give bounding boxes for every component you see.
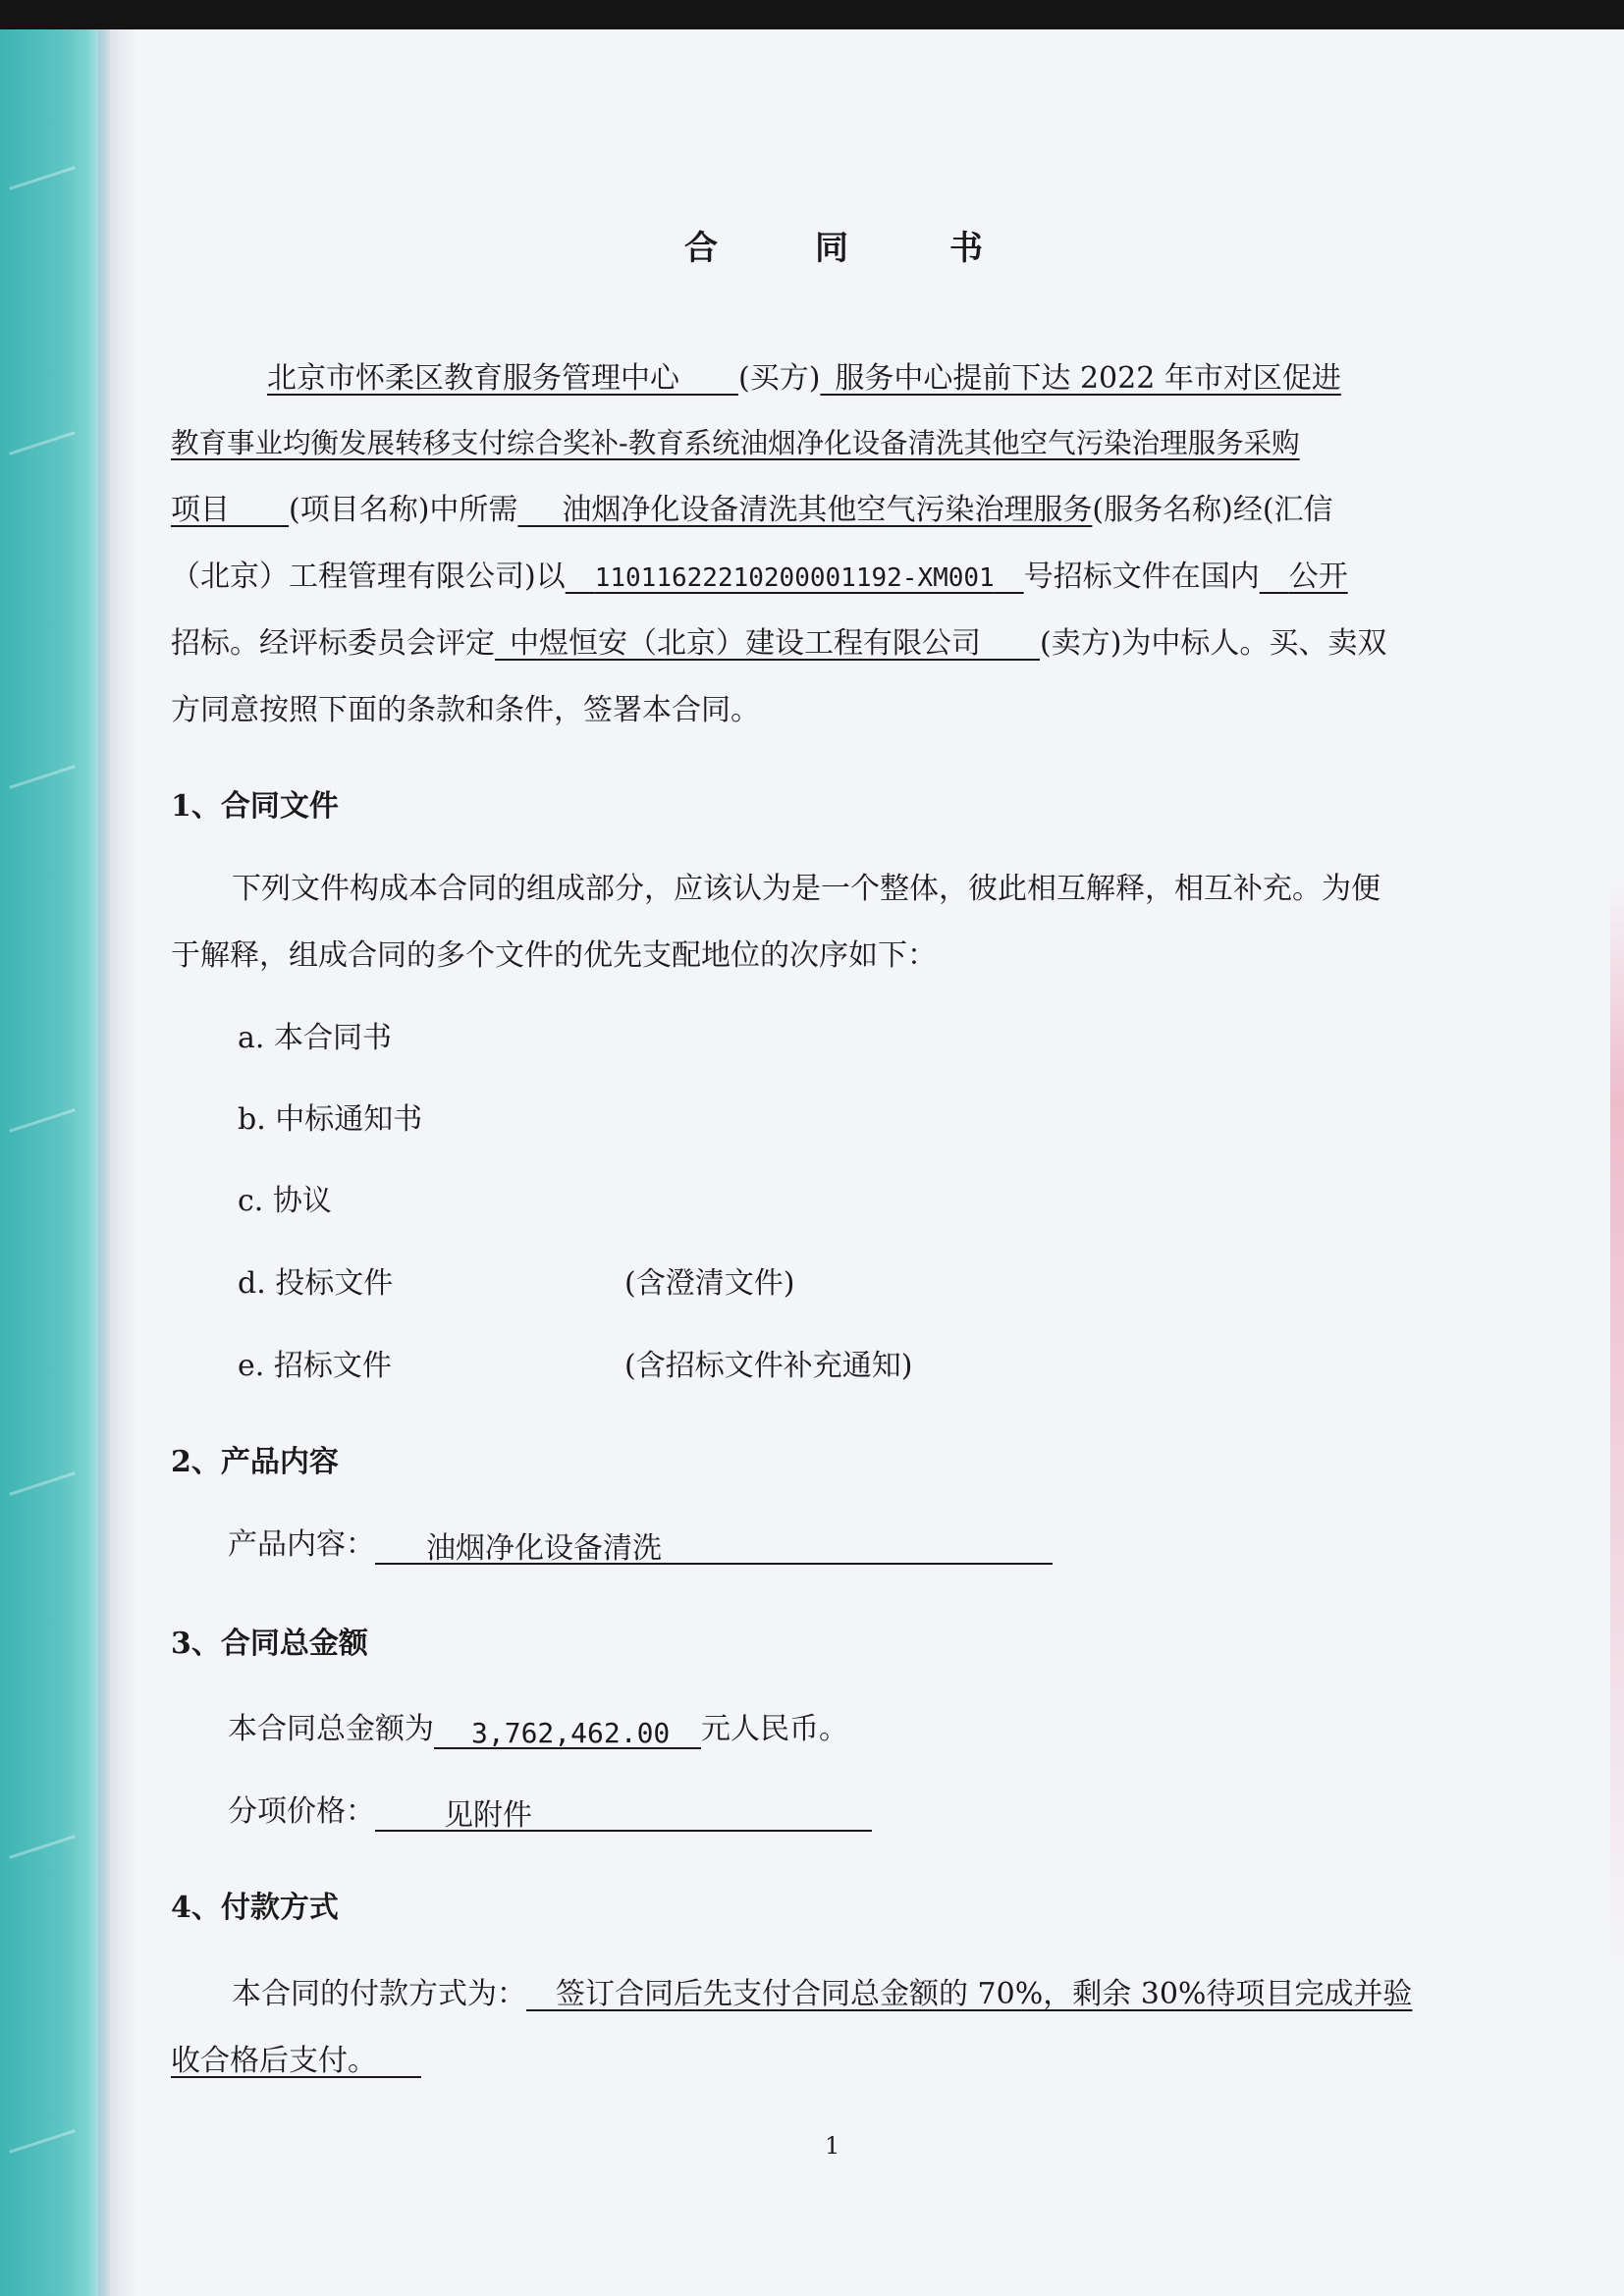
list-item: a. 本合同书 [238, 1021, 392, 1055]
total-amount-value: 3,762,462.00 [471, 1717, 671, 1749]
title-char: 同 [815, 229, 850, 268]
product-line [228, 1525, 1053, 1565]
intro-line-5 [171, 624, 1386, 664]
total-amount-unit: 元人民币。 [701, 1712, 848, 1746]
list-item: e. 招标文件 [238, 1349, 392, 1383]
payment-line-2 [171, 2042, 421, 2081]
intro-line-6: 方同意按照下面的条款和条件，签署本合同。 [171, 693, 760, 727]
product-label: 产品内容： [228, 1527, 375, 1562]
list-item-note: (含招标文件补充通知) [624, 1349, 913, 1383]
item-price-label: 分项价格： [228, 1794, 375, 1829]
intro-line-3 [171, 491, 1333, 530]
intro-line-2 [171, 424, 1300, 463]
buyer-suffix: (买方) [738, 361, 821, 396]
agency-name: （北京）工程管理有限公司)以 [171, 560, 566, 594]
list-item: c. 协议 [238, 1184, 332, 1218]
section-heading: 3、合同总金额 [171, 1627, 368, 1661]
payment-terms-part-1: 签订合同后先支付合同总金额的 70%，剩余 30%待项目完成并验 [556, 1977, 1413, 2011]
intro-line-1 [267, 359, 1341, 399]
item-price-line [228, 1792, 872, 1832]
list-item: b. 中标通知书 [238, 1102, 423, 1137]
seller-suffix: (卖方)为中标人。买、卖双 [1040, 626, 1387, 661]
page-number: 1 [825, 2132, 840, 2160]
section-heading: 4、付款方式 [171, 1891, 339, 1925]
scan-top-border [0, 0, 1624, 29]
total-amount-line [228, 1710, 848, 1749]
tender-number: 11011622210200001192-XM001 [594, 563, 995, 593]
list-item-note: (含澄清文件) [624, 1266, 795, 1301]
page-gutter-shadow [98, 29, 137, 2296]
title-char: 书 [949, 229, 985, 268]
total-amount-field [434, 1714, 701, 1749]
intro-line-4 [171, 558, 1348, 598]
seller-name: 中煜恒安（北京）建设工程有限公司 [510, 626, 981, 661]
service-name: 油烟净化设备清洗其他空气污染治理服务 [562, 493, 1093, 527]
binder-cover-edge [0, 29, 110, 2296]
tender-text: 号招标文件在国内 [1023, 560, 1260, 594]
section-heading: 1、合同文件 [171, 789, 339, 824]
item-price-value: 见附件 [444, 1798, 532, 1833]
buyer-name: 北京市怀柔区教育服务管理中心 [267, 361, 679, 396]
evaluation-text: 招标。经评标委员会评定 [171, 626, 495, 661]
section-heading: 2、产品内容 [171, 1445, 339, 1479]
total-amount-label: 本合同总金额为 [228, 1712, 434, 1746]
payment-terms-part-2: 收合格后支付。 [171, 2044, 377, 2078]
project-name-part-3: 项目 [171, 493, 230, 527]
product-value-field [375, 1529, 1053, 1565]
item-price-field [375, 1796, 872, 1832]
project-name-part-2: 教育事业均衡发展转移支付综合奖补-教育系统油烟净化设备清洗其他空气污染治理服务采购 [171, 427, 1300, 459]
seal-stamp-edge [1610, 883, 1624, 1963]
section-paragraph: 于解释，组成合同的多个文件的优先支配地位的次序如下： [171, 938, 937, 973]
project-name-part-1: 服务中心提前下达 2022 年市对区促进 [835, 361, 1341, 396]
tender-mode: 公开 [1288, 560, 1348, 594]
service-name-suffix: (服务名称)经(汇信 [1092, 493, 1333, 527]
title-char: 合 [684, 229, 720, 268]
product-value: 油烟净化设备清洗 [426, 1531, 662, 1566]
section-paragraph: 下列文件构成本合同的组成部分，应该认为是一个整体，彼此相互解释，相互补充。为便 [232, 872, 1380, 906]
payment-label: 本合同的付款方式为： [232, 1977, 526, 2011]
project-name-suffix: (项目名称)中所需 [289, 493, 518, 527]
list-item: d. 投标文件 [238, 1266, 394, 1301]
payment-line-1 [232, 1975, 1412, 2014]
